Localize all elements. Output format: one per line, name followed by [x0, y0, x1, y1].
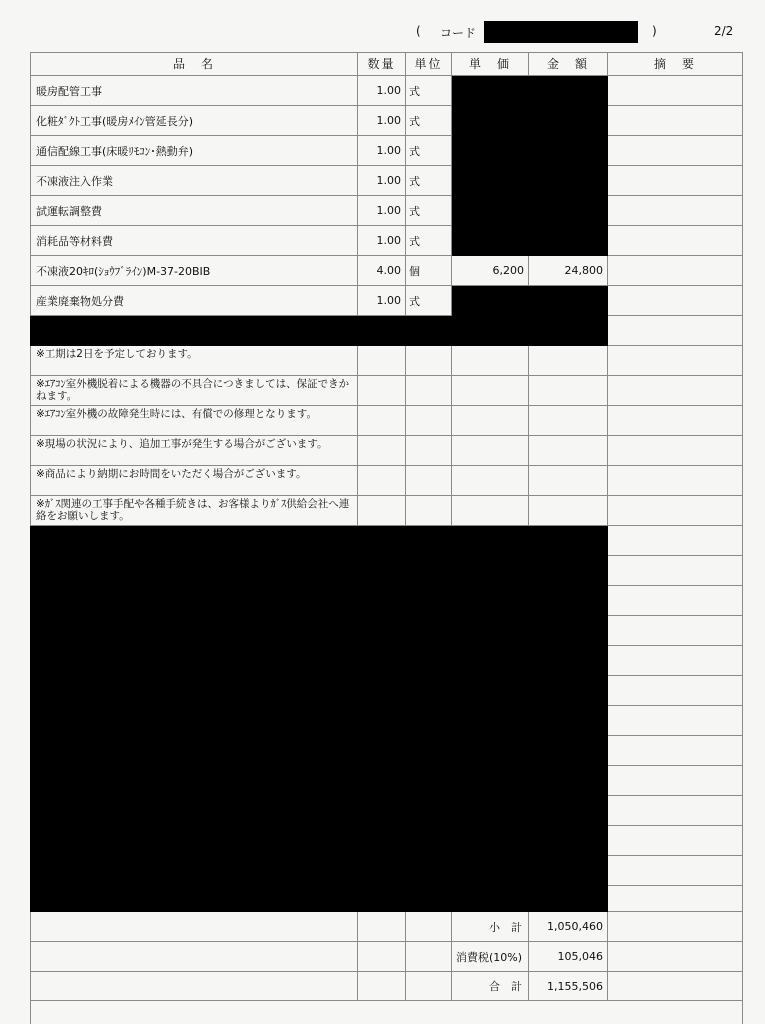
note-text: ※商品により納期にお時間をいただく場合がございます。: [30, 466, 358, 496]
table-row: [30, 286, 743, 316]
item-qty: 1.00: [358, 76, 406, 106]
item-note: [608, 226, 743, 256]
note-row: [30, 376, 743, 406]
table-row: [30, 76, 743, 106]
item-unit: 式: [406, 196, 452, 226]
item-qty: 1.00: [358, 136, 406, 166]
col-header-note: 摘 要: [608, 52, 743, 76]
item-qty: 1.00: [358, 166, 406, 196]
note-text: ※工期は2日を予定しております。: [30, 346, 358, 376]
total-row: [30, 972, 743, 1001]
redacted-area: [30, 526, 608, 912]
col-header-amount: 金 額: [529, 52, 608, 76]
item-name: 通信配線工事(床暖ﾘﾓｺﾝ･熱動弁): [30, 136, 358, 166]
note-text: ※ｴｱｺﾝ室外機脱着による機器の不具合につきましては、保証できかねます。: [30, 376, 358, 406]
item-qty: 4.00: [358, 256, 406, 286]
item-amount: 24,800: [529, 256, 608, 286]
item-note: [608, 286, 743, 316]
redacted-row: [30, 316, 608, 346]
table-row: [30, 166, 743, 196]
tax-row: [30, 942, 743, 972]
item-name: 暖房配管工事: [30, 76, 358, 106]
table-row: [30, 106, 743, 136]
item-note: [608, 166, 743, 196]
item-unit: 式: [406, 106, 452, 136]
redacted-code: [484, 21, 638, 43]
item-name: 試運転調整費: [30, 196, 358, 226]
item-note: [608, 136, 743, 166]
table-row: [30, 136, 743, 166]
item-name: 不凍液20ｷﾛ(ｼｮｳﾌﾞﾗｲﾝ)M-37-20BIB: [30, 256, 358, 286]
item-qty: 1.00: [358, 106, 406, 136]
item-note: [608, 196, 743, 226]
col-header-unit: 単位: [406, 52, 452, 76]
table-row: [30, 256, 743, 286]
note-row: [30, 346, 743, 376]
item-note: [608, 76, 743, 106]
item-unit: 式: [406, 286, 452, 316]
col-header-name: 品 名: [30, 52, 358, 76]
note-text: ※ｴｱｺﾝ室外機の故障発生時には、有償での修理となります。: [30, 406, 358, 436]
item-qty: 1.00: [358, 226, 406, 256]
item-name: 不凍液注入作業: [30, 166, 358, 196]
item-unit: 式: [406, 136, 452, 166]
page-number: 2/2: [714, 24, 734, 38]
item-unit: 式: [406, 76, 452, 106]
note-text: ※ｶﾞｽ関連の工事手配や各種手続きは、お客様よりｶﾞｽ供給会社へ連絡をお願いします。: [30, 496, 358, 526]
item-unit: 個: [406, 256, 452, 286]
code-label: コード: [440, 26, 477, 40]
code-paren-close: ): [652, 24, 657, 38]
item-note: [608, 316, 743, 346]
item-name: 化粧ﾀﾞｸﾄ工事(暖房ﾒｲﾝ管延長分): [30, 106, 358, 136]
subtotal-value: 1,050,460: [529, 912, 608, 942]
note-row: [30, 466, 743, 496]
code-paren-open: (: [416, 24, 421, 38]
subtotal-label: 小 計: [452, 912, 529, 942]
note-row: [30, 436, 743, 466]
item-qty: 1.00: [358, 286, 406, 316]
table-row: [30, 226, 743, 256]
item-price: 6,200: [452, 256, 529, 286]
footer-box: [30, 1000, 743, 1024]
col-header-qty: 数量: [358, 52, 406, 76]
item-note: [608, 106, 743, 136]
table-header: [30, 52, 743, 76]
col-header-price: 単 価: [452, 52, 529, 76]
item-name: 産業廃棄物処分費: [30, 286, 358, 316]
item-note: [608, 256, 743, 286]
item-qty: 1.00: [358, 196, 406, 226]
table-row: [30, 196, 743, 226]
redacted-price-disposal: [452, 286, 608, 316]
redacted-prices-block: [452, 76, 608, 256]
tax-label: 消費税(10%): [452, 942, 529, 972]
subtotal-row: [30, 912, 743, 942]
item-unit: 式: [406, 166, 452, 196]
note-row: [30, 496, 743, 526]
note-row: [30, 406, 743, 436]
note-text: ※現場の状況により、追加工事が発生する場合がございます。: [30, 436, 358, 466]
tax-value: 105,046: [529, 942, 608, 972]
total-label: 合 計: [452, 972, 529, 1001]
total-value: 1,155,506: [529, 972, 608, 1001]
item-name: 消耗品等材料費: [30, 226, 358, 256]
item-unit: 式: [406, 226, 452, 256]
